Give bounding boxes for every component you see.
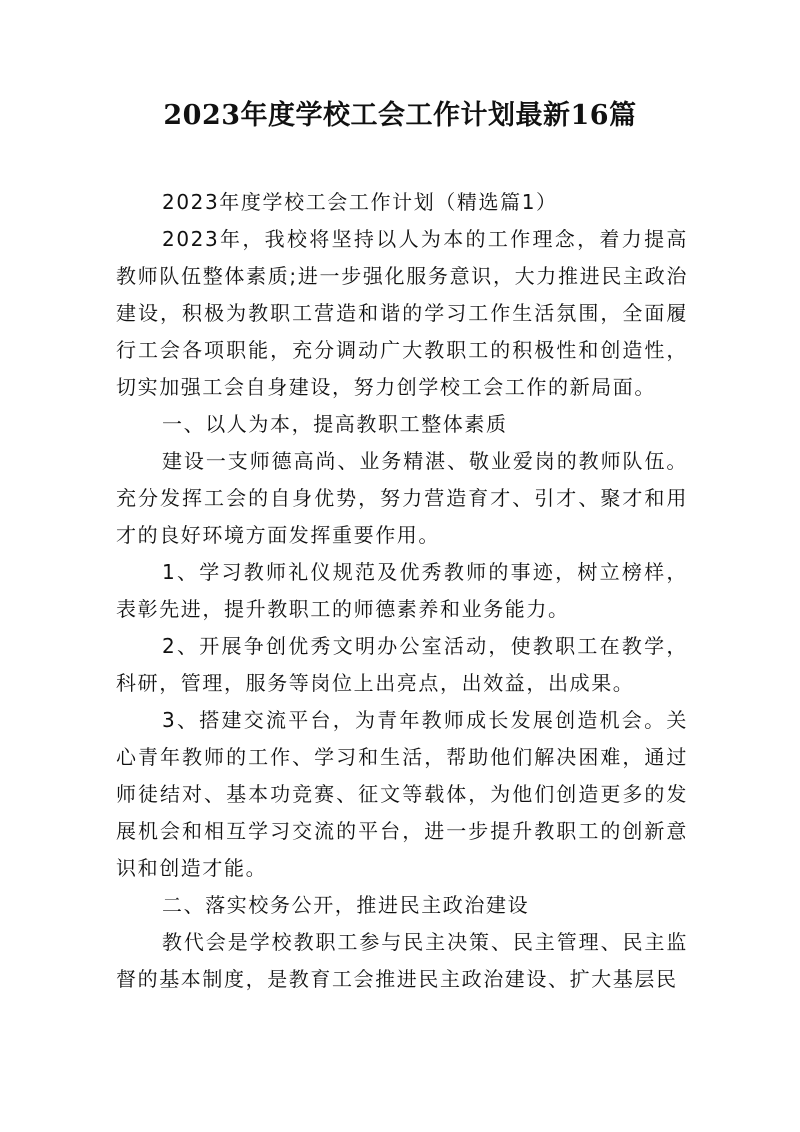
section-heading-1: 一、以人为本，提高教职工整体素质 xyxy=(162,412,508,436)
list-item-1: 1、学习教师礼仪规范及优秀教师的事迹，树立榜样，表彰先进，提升教职工的师德素养和业务能力。 xyxy=(116,560,688,621)
document-body xyxy=(116,184,688,998)
document-title: 2023年度学校工会工作计划最新16篇 xyxy=(163,100,637,131)
section-subtitle: 2023年度学校工会工作计划（精选篇1） xyxy=(162,190,558,214)
paragraph-intro: 2023年，我校将坚持以人为本的工作理念，着力提高教师队伍整体素质;进一步强化服务意识，大力推进民主政治建设，积极为教职工营造和谐的学习工作生活氛围，全面履行工会各项职能，充分调动广大教职工的积极性和创造性，切实加强工会自身建设，努力创学校工会工作的新局面。 xyxy=(116,227,688,399)
list-item-3: 3、搭建交流平台，为青年教师成长发展创造机会。关心青年教师的工作、学习和生活，帮助他们解决困难，通过师徒结对、基本功竞赛、征文等载体，为他们创造更多的发展机会和相互学习交流的平台，进一步提升教职工的创新意识和创造才能。 xyxy=(116,708,688,880)
paragraph-teacher-team: 建设一支师德高尚、业务精湛、敬业爱岗的教师队伍。充分发挥工会的自身优势，努力营造育才、引才、聚才和用才的良好环境方面发挥重要作用。 xyxy=(116,449,688,547)
section-heading-2: 二、落实校务公开，推进民主政治建设 xyxy=(162,893,530,917)
list-item-2: 2、开展争创优秀文明办公室活动，使教职工在教学，科研，管理，服务等岗位上出亮点，出效益，出成果。 xyxy=(116,634,688,695)
paragraph-congress: 教代会是学校教职工参与民主决策、民主管理、民主监督的基本制度，是教育工会推进民主政治建设、扩大基层民 xyxy=(116,930,688,991)
